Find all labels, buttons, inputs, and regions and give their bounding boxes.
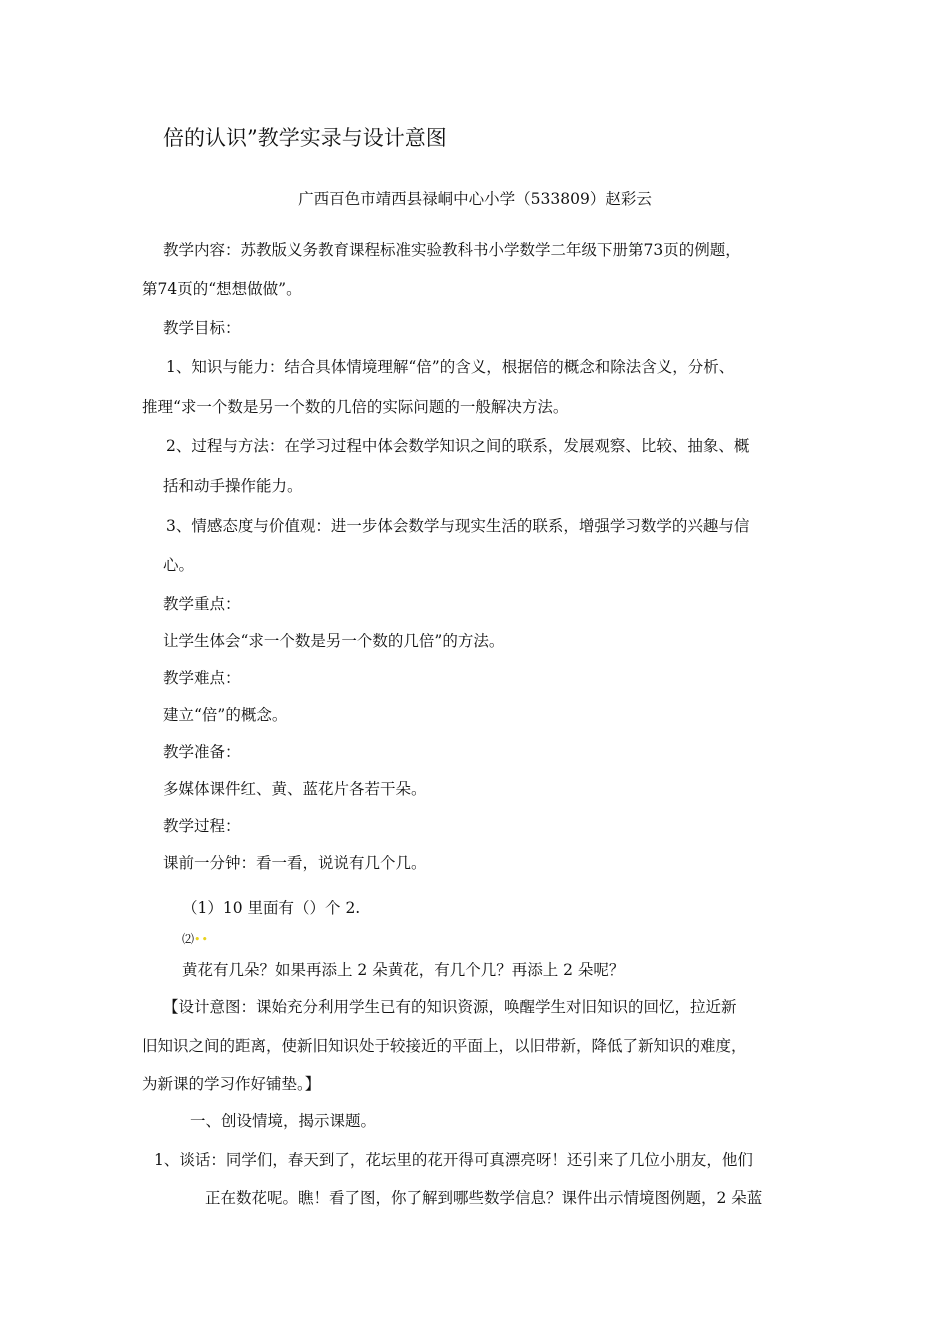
question-2-number: ⑵ (182, 932, 195, 946)
talk-line: 1、谈话：同学们，春天到了，花坛里的花开得可真漂亮呀！还引来了几位小朋友，他们 (154, 1151, 753, 1169)
question-2-text: 黄花有几朵？如果再添上 2 朵黄花，有几个几？再添上 2 朵呢？ (182, 961, 625, 979)
question-2-label (182, 928, 209, 950)
goal-line: 心。 (163, 556, 195, 574)
goal-line: 1、知识与能力：结合具体情境理解“倍”的含义，根据倍的概念和除法含义，分析、 (166, 358, 735, 376)
content-line: 第74页的“想想做做”。 (142, 280, 302, 298)
flower-dots-icon: •• (194, 933, 209, 946)
design-intent-line: 【设计意图：课始充分利用学生已有的知识资源，唤醒学生对旧知识的回忆，拉近新 (163, 998, 737, 1016)
goal-line: 2、过程与方法：在学习过程中体会数学知识之间的联系，发展观察、比较、抽象、概 (166, 437, 750, 455)
talk-line: 正在数花呢。瞧！看了图，你了解到哪些数学信息？课件出示情境图例题，2 朵蓝 (205, 1189, 763, 1207)
goals-heading: 教学目标： (163, 319, 241, 337)
design-intent-line: 为新课的学习作好铺垫。】 (142, 1075, 321, 1093)
design-intent-line: 旧知识之间的距离，使新旧知识处于较接近的平面上，以旧带新，降低了新知识的难度， (142, 1037, 747, 1055)
key-text: 让学生体会“求一个数是另一个数的几倍”的方法。 (163, 632, 505, 650)
key-heading: 教学重点： (163, 595, 241, 613)
author-line: 广西百色市靖西县禄峒中心小学（533809）赵彩云 (298, 190, 652, 208)
process-heading: 教学过程： (163, 817, 241, 835)
question-1: （1）10 里面有（）个 2. (182, 899, 361, 917)
goal-line: 3、情感态度与价值观：进一步体会数学与现实生活的联系，增强学习数学的兴趣与信 (166, 517, 750, 535)
process-text: 课前一分钟：看一看，说说有几个几。 (163, 854, 427, 872)
goal-line: 推理“求一个数是另一个数的几倍的实际问题的一般解决方法。 (142, 398, 569, 416)
difficulty-text: 建立“倍”的概念。 (163, 706, 288, 724)
difficulty-heading: 教学难点： (163, 669, 241, 687)
goal-line: 括和动手操作能力。 (163, 477, 303, 495)
prep-text: 多媒体课件红、黄、蓝花片各若干朵。 (163, 780, 427, 798)
content-line: 教学内容：苏教版义务教育课程标准实验教科书小学数学二年级下册第73页的例题， (163, 241, 741, 259)
document-title: 倍的认识”教学实录与设计意图 (163, 126, 447, 150)
prep-heading: 教学准备： (163, 743, 241, 761)
section-heading: 一、创设情境，揭示课题。 (190, 1112, 377, 1130)
